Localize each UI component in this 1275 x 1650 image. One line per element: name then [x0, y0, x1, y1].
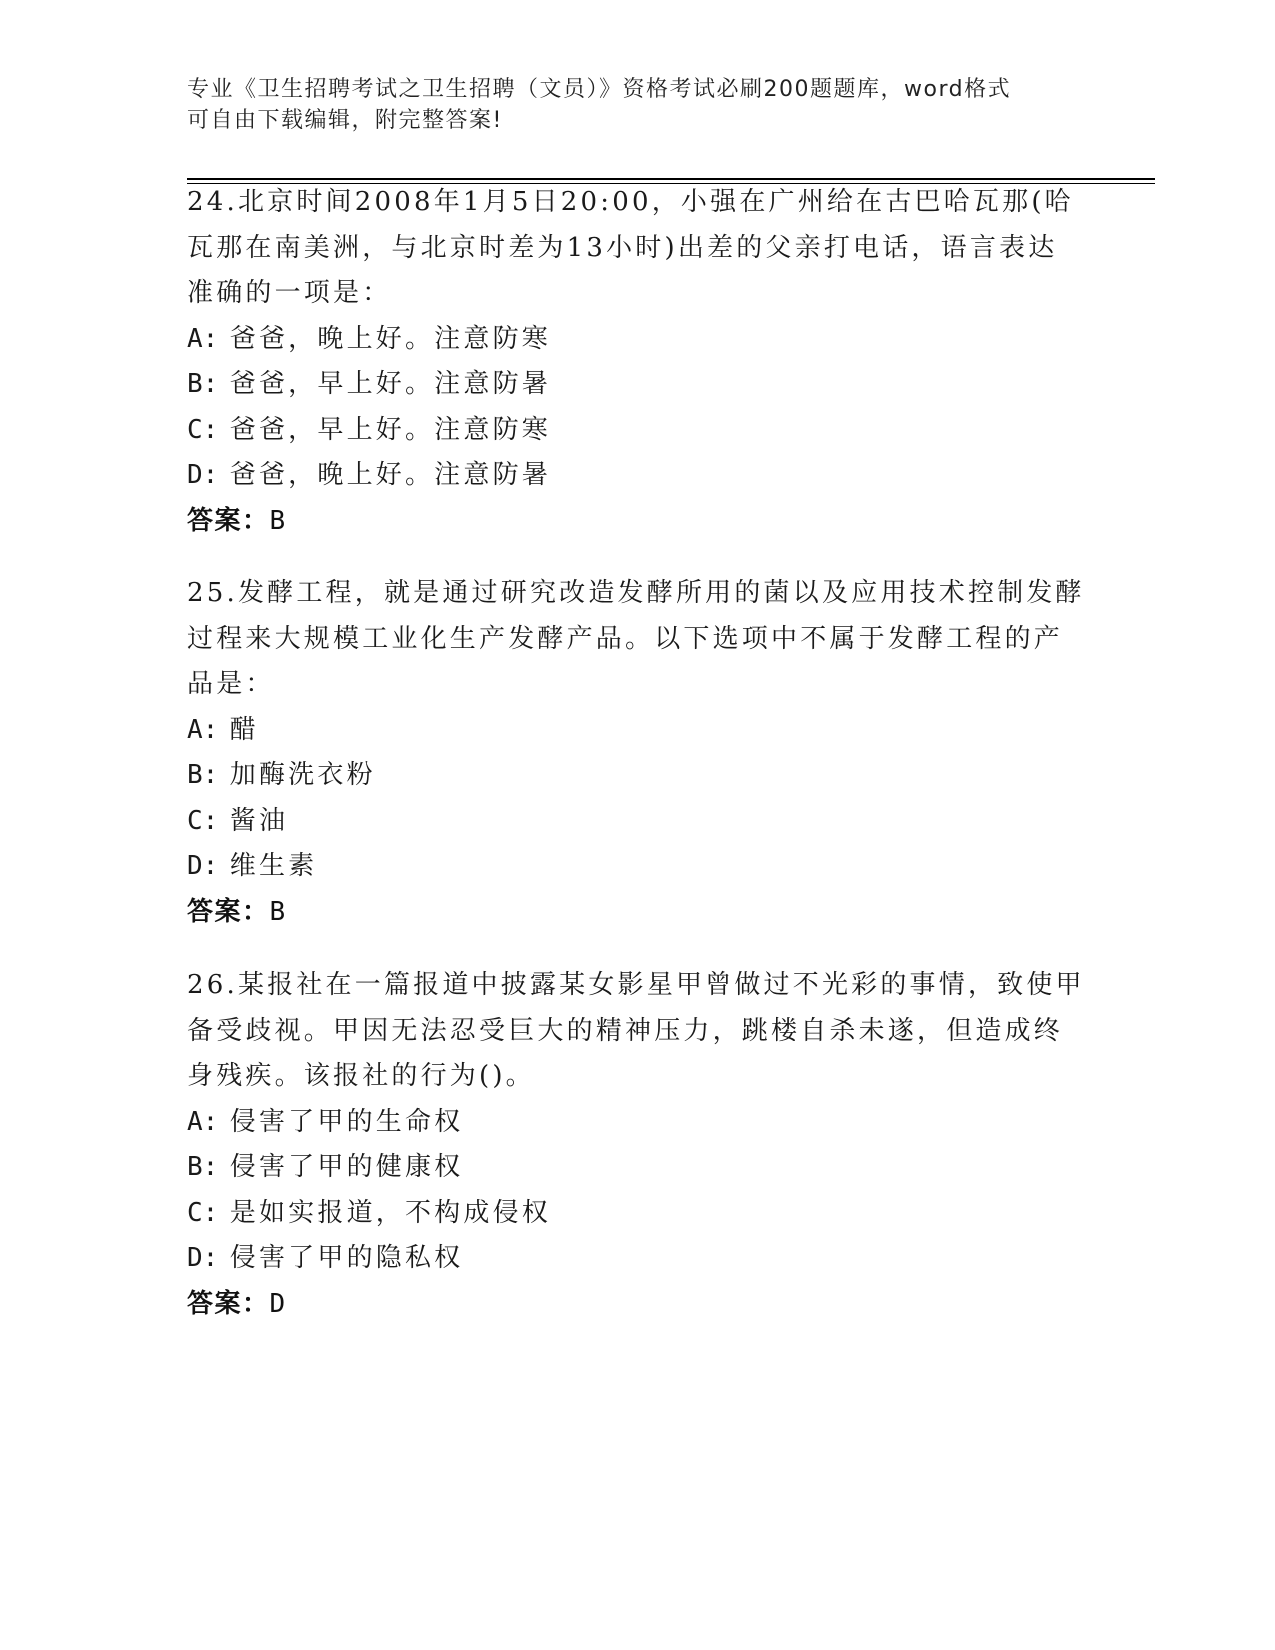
question-text-line: 24.北京时间2008年1月5日20:00，小强在广州给在古巴哈瓦那(哈	[187, 187, 1074, 217]
question-text-line: 过程来大规模工业化生产发酵产品。以下选项中不属于发酵工程的产	[187, 623, 1064, 654]
option-letter: D:	[187, 851, 219, 881]
option-text: 爸爸，早上好。注意防寒	[229, 414, 551, 445]
document-header	[187, 74, 1087, 136]
option-letter: B:	[187, 1152, 219, 1182]
header-line: 专业《卫生招聘考试之卫生招聘（文员）》资格考试必刷200题题库，word格式	[187, 77, 1012, 102]
option-d	[187, 844, 1087, 890]
option-a	[187, 708, 1087, 754]
option-letter: A:	[187, 714, 219, 745]
option-letter: D:	[187, 1243, 219, 1273]
answer-line	[187, 499, 1087, 545]
header-line: 可自由下载编辑，附完整答案!	[187, 108, 503, 133]
option-a	[187, 1100, 1087, 1146]
question-text-line: 26.某报社在一篇报道中披露某女影星甲曾做过不光彩的事情，致使甲	[187, 970, 1085, 1000]
answer-line	[187, 1282, 1087, 1328]
option-b	[187, 1145, 1087, 1191]
question-25	[187, 571, 1087, 935]
option-c	[187, 408, 1087, 454]
option-d	[187, 1236, 1087, 1282]
option-c	[187, 799, 1087, 845]
option-text: 侵害了甲的生命权	[229, 1106, 464, 1137]
answer-label: 答案：	[187, 505, 270, 536]
answer-value: B	[269, 896, 287, 927]
option-text: 加酶洗衣粉	[229, 760, 376, 790]
option-text: 爸爸，早上好。注意防暑	[229, 369, 551, 399]
answer-line	[187, 890, 1087, 936]
option-b	[187, 362, 1087, 408]
option-text: 是如实报道，不构成侵权	[229, 1197, 551, 1228]
option-c	[187, 1191, 1087, 1237]
question-text-line: 25.发酵工程，就是通过研究改造发酵所用的菌以及应用技术控制发酵	[187, 578, 1085, 608]
question-text-line: 品是：	[187, 669, 275, 699]
answer-label: 答案：	[187, 1288, 270, 1319]
question-24	[187, 180, 1087, 544]
option-letter: A:	[187, 323, 219, 354]
option-letter: C:	[187, 805, 219, 836]
option-a	[187, 317, 1087, 363]
option-letter: C:	[187, 414, 219, 445]
question-text-line: 瓦那在南美洲，与北京时差为13小时)出差的父亲打电话，语言表达	[187, 232, 1058, 263]
option-letter: A:	[187, 1106, 219, 1137]
option-text: 爸爸，晚上好。注意防寒	[229, 323, 551, 354]
answer-value: B	[269, 505, 287, 536]
option-text: 醋	[229, 714, 259, 745]
question-text-line: 备受歧视。甲因无法忍受巨大的精神压力，跳楼自杀未遂，但造成终	[187, 1015, 1064, 1046]
question-text-line: 身残疾。该报社的行为()。	[187, 1061, 535, 1091]
option-text: 酱油	[229, 805, 289, 836]
option-letter: D:	[187, 460, 219, 490]
option-letter: B:	[187, 760, 219, 790]
option-text: 侵害了甲的健康权	[229, 1152, 464, 1182]
answer-label: 答案：	[187, 896, 270, 927]
option-letter: C:	[187, 1197, 219, 1228]
option-text: 侵害了甲的隐私权	[229, 1243, 464, 1273]
option-text: 爸爸，晚上好。注意防暑	[229, 460, 551, 490]
question-26	[187, 963, 1087, 1327]
answer-value: D	[269, 1288, 287, 1319]
option-letter: B:	[187, 369, 219, 399]
option-b	[187, 753, 1087, 799]
option-text: 维生素	[229, 851, 318, 881]
question-text-line: 准确的一项是：	[187, 278, 392, 308]
option-d	[187, 453, 1087, 499]
